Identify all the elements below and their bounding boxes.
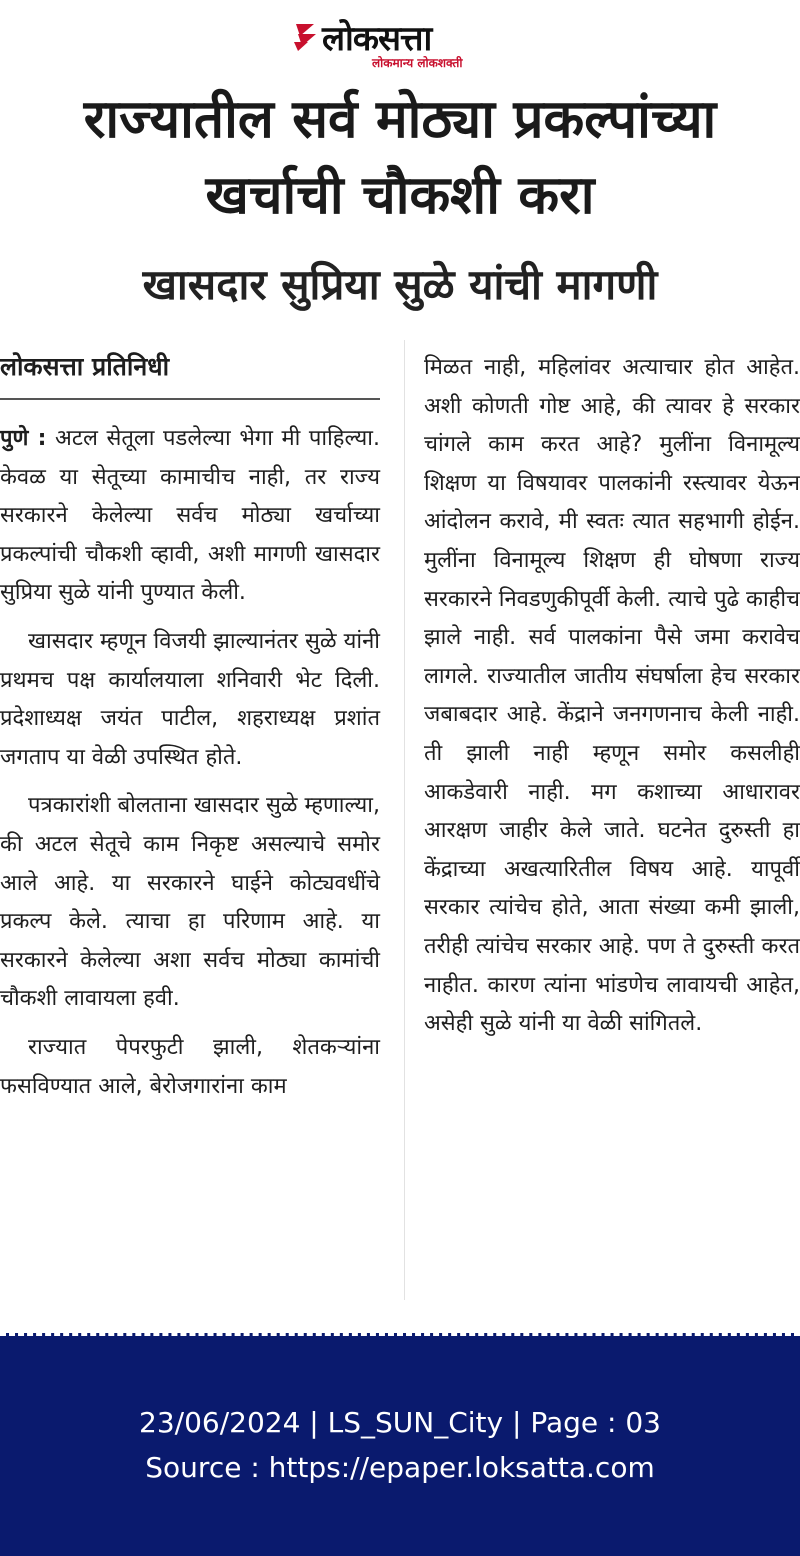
article-column-right	[424, 349, 800, 1044]
article-column-left	[0, 340, 380, 1106]
article-paragraph	[0, 420, 380, 613]
subheadline: खासदार सुप्रिया सुळे यांची मागणी	[142, 260, 658, 309]
paragraph-text: अटल सेतूला पडलेल्या भेगा मी पाहिल्या. केवळ या सेतूच्या कामाचीच नाही, तर राज्य सरकारने केलेल्या सर्वच मोठ्या खर्चाच्या प्रकल्पांची चौकशी व्हावी, अशी मागणी खासदार सुप्रिया सुळे यांनी पुण्यात केली.	[0, 426, 380, 606]
headline	[0, 82, 800, 234]
footer-banner	[0, 1333, 800, 1556]
edition-info: 23/06/2024 | LS_SUN_City | Page : 03	[139, 1406, 661, 1439]
loksatta-logo	[292, 14, 522, 70]
dateline: पुणे :	[0, 426, 47, 451]
source-link[interactable]: Source : https://epaper.loksatta.com	[145, 1451, 655, 1484]
headline-line-1: राज्यातील सर्व मोठ्या प्रकल्पांच्या	[83, 89, 717, 150]
article-paragraph: पत्रकारांशी बोलताना खासदार सुळे म्हणाल्या, की अटल सेतूचे काम निकृष्ट असल्याचे समोर आले आहे. या सरकारने घाईने कोट्यवधींचे प्रकल्प केले. त्याचा हा परिणाम आहे. या सरकारने केलेल्या अशा सर्वच मोठ्या कामांची चौकशी लावायला हवी.	[0, 793, 380, 1012]
article-paragraph-continued: मिळत नाही, महिलांवर अत्याचार होत आहेत. अशी कोणती गोष्ट आहे, की त्यावर हे सरकार चांगले काम करत आहे? मुलींना विनामूल्य शिक्षण या विषयावर पालकांनी रस्त्यावर येऊन आंदोलन करावे, मी स्वतः त्यात सहभागी होईन. मुलींना विनामूल्य शिक्षण ही घोषणा राज्य सरकारने निवडणुकीपूर्वी केली. त्याचे पुढे काहीच झाले नाही. सर्व पालकांना पैसे जमा करावेच लागले. राज्यातील जातीय संघर्षाला हेच सरकार जबाबदार आहे. केंद्राने जनगणनाच केली नाही. ती झाली नाही म्हणून समोर कसलीही आकडेवारी नाही. मग कशाच्या आधारावर आरक्षण जाहीर केले जाते. घटनेत दुरुस्ती हा केंद्राच्या अखत्यारितील विषय आहे. यापूर्वी सरकार त्यांचेच होते, आता संख्या कमी झाली, तरीही त्यांचेच सरकार आहे. पण ते दुरुस्ती करत नाहीत. कारण त्यांना भांडणेच लावायची आहेत, असेही सुळे यांनी या वेळी सांगितले.	[424, 355, 800, 1037]
article-paragraph: राज्यात पेपरफुटी झाली, शेतकऱ्यांना फसविण्यात आले, बेरोजगारांना काम	[0, 1034, 380, 1099]
logo-flame-icon	[292, 22, 320, 52]
masthead	[0, 10, 800, 72]
headline-line-2: खर्चाची चौकशी करा	[205, 165, 595, 226]
byline: लोकसत्ता प्रतिनिधी	[0, 352, 170, 381]
column-divider	[404, 340, 405, 1300]
article-paragraph: खासदार म्हणून विजयी झाल्यानंतर सुळे यांनी प्रथमच पक्ष कार्यालयाला शनिवारी भेट दिली. प्रदेशाध्यक्ष जयंत पाटील, शहराध्यक्ष प्रशांत जगताप या वेळी उपस्थित होते.	[0, 628, 380, 770]
logo-wordmark: लोकसत्ता	[322, 19, 432, 59]
byline-divider	[0, 398, 380, 400]
logo-tagline: लोकमान्य लोकशक्ती	[372, 56, 463, 70]
